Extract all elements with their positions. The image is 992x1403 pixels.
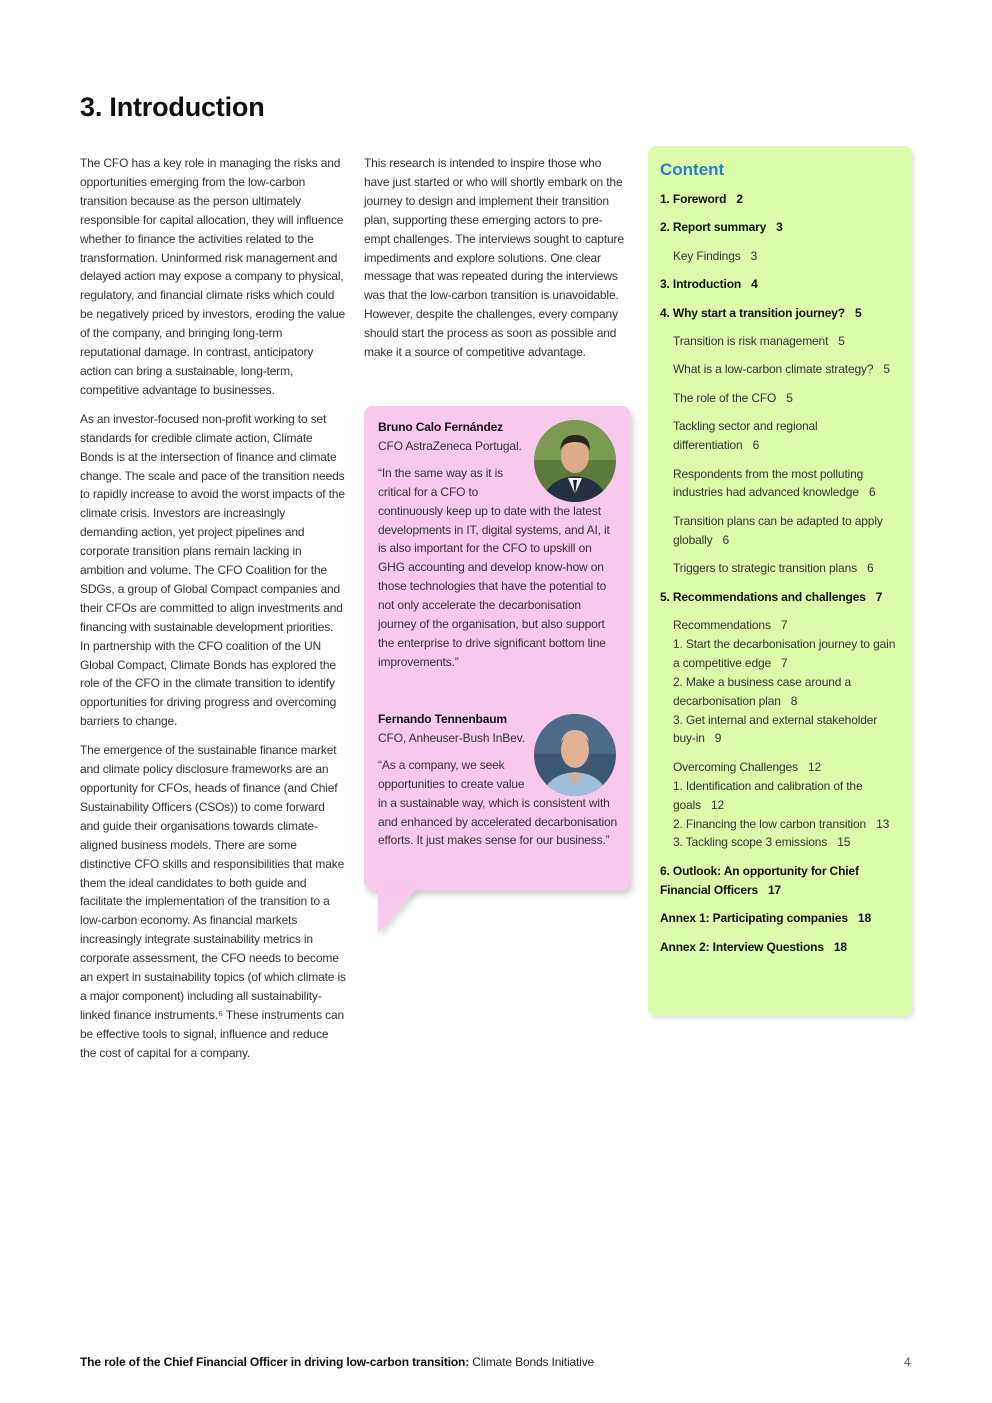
- toc-entry[interactable]: [660, 588, 900, 607]
- toc-entry[interactable]: [660, 275, 900, 294]
- toc-entry-page: 5: [883, 362, 890, 377]
- toc-entry-page: 17: [768, 882, 782, 897]
- toc-entry[interactable]: [660, 512, 900, 550]
- toc-entry[interactable]: [660, 938, 900, 957]
- table-of-contents: [648, 146, 912, 1016]
- toc-entry-page: 9: [714, 731, 722, 746]
- toc-entry-page: 7: [875, 589, 883, 604]
- quote-author-role: CFO AstraZeneca Portugal.: [378, 438, 522, 453]
- toc-entry-page: 12: [710, 797, 725, 812]
- quote-fernando: [378, 710, 618, 850]
- toc-entry-label: Overcoming Challenges: [673, 759, 798, 774]
- toc-entry-page: 18: [833, 939, 847, 954]
- left-column: [80, 154, 346, 1073]
- quote-text: “In the same way as it is critical for a CFO to continuously keep up to date with the latest developments in IT, digital systems, and AI, it is also important for the CFO to upskill on GHG accounting and develop know-how on those technologies that have the potential to not only accelerate the decarbonisation journey of the organisation, but also support the enterprise to drive significant bottom line improvements.”: [378, 465, 610, 669]
- toc-entry[interactable]: [660, 559, 900, 578]
- toc-entry-page: 6: [722, 532, 730, 547]
- toc-entry-page: 7: [780, 618, 788, 632]
- toc-entry-label: 3. Introduction: [660, 277, 742, 292]
- footer-report-title: The role of the Chief Financial Officer in driving low-carbon transition:: [80, 1355, 470, 1369]
- toc-entry-page: 6: [866, 561, 874, 576]
- footer-publisher: Climate Bonds Initiative: [469, 1355, 595, 1369]
- quote-callout: [364, 406, 630, 890]
- toc-entry-label: Annex 2: Interview Questions: [660, 939, 824, 954]
- toc-entry-label: 5. Recommendations and challenges: [660, 589, 866, 604]
- body-paragraph: This research is intended to inspire those who have just started or who will shortly embark on the journey to design and implement their transition plan, supporting these emerging actors to pre-empt challenges. The interviews sought to capture impediments and explore solutions. One clear message that was repeated during the interviews was that the low-carbon transition is unavoidable. However, despite the challenges, every company should start the process as soon as possible and make it a source of competitive advantage.: [364, 156, 624, 360]
- toc-entry-label: 1. Start the decarbonisation journey to gain a competitive edge: [673, 636, 896, 670]
- toc-entry[interactable]: [660, 417, 900, 455]
- page-title: 3. Introduction: [80, 92, 265, 122]
- toc-entry-page: 4: [751, 277, 758, 292]
- toc-title: Content: [660, 160, 725, 179]
- toc-entry-page: 2: [736, 192, 743, 206]
- quote-author-name: Bruno Calo Fernández: [378, 420, 504, 434]
- toc-entry[interactable]: [660, 389, 900, 408]
- toc-entry-label: 1. Foreword: [660, 192, 727, 206]
- toc-entry[interactable]: [660, 711, 900, 749]
- toc-entry[interactable]: [660, 218, 900, 237]
- speech-bubble-tail: [378, 889, 416, 933]
- page-number: 4: [904, 1355, 911, 1369]
- toc-entry-page: 5: [838, 334, 845, 349]
- toc-entry-label: 2. Report summary: [660, 220, 767, 235]
- toc-entry-page: 6: [752, 438, 760, 453]
- body-paragraph: The emergence of the sustainable finance market and climate policy disclosure frameworks are an opportunity for CFOs, heads of finance (and Chief Sustainability Officers (CSOs)) to come forward and guide their organisations towards climate-aligned business models. There are some distinctive CFO skills and responsibilities that make them the ideal candidates to both guide and facilitate the implementation of the transition to a low-carbon economy. As financial markets increasingly integrate sustainability metrics in corporate assessment, the CFO needs to become an expert in sustainability topics (of which climate is a major component) including all sustainability-linked finance instruments.⁶ These instruments can be effective tools to signal, influence and reduce the cost of capital for a company.: [80, 743, 346, 1060]
- middle-column: [364, 154, 626, 372]
- toc-entry[interactable]: [660, 673, 900, 711]
- toc-entry-page: 5: [786, 390, 793, 405]
- toc-entry-label: Recommendations: [673, 618, 771, 632]
- toc-entry[interactable]: [660, 304, 900, 323]
- toc-entry[interactable]: [660, 465, 900, 503]
- body-paragraph: The CFO has a key role in managing the risks and opportunities emerging from the low-carbon transition because as the person ultimately responsible for capital allocation, they will influence whether to finance the activities related to the transformation. Uninformed risk management and delayed action may expose a company to physical, regulatory, and financial climate risks which could be negatively priced by investors, eroding the value of the company, and bringing long-term reputational damage. In contrast, anticipatory action can bring a sustainable, long-term, competitive advantage to businesses.: [80, 156, 346, 397]
- toc-entry-label: Annex 1: Participating companies: [660, 911, 848, 926]
- toc-entry[interactable]: [660, 332, 900, 351]
- toc-entry-label: 2. Make a business case around a decarbonisation plan: [673, 674, 851, 708]
- toc-entry-label: 4. Why start a transition journey?: [660, 305, 845, 320]
- toc-entry-label: Triggers to strategic transition plans: [673, 561, 857, 576]
- quote-author-role: CFO, Anheuser-Bush InBev.: [378, 730, 525, 745]
- quote-text: “As a company, we seek opportunities to create value in a sustainable way, which is consistent with and enhanced by accelerated decarbonisation efforts. It just makes sense for our business.”: [378, 757, 618, 848]
- quote-bruno: [378, 418, 618, 672]
- toc-entry[interactable]: [660, 833, 900, 852]
- toc-entry-label: 2. Financing the low carbon transition: [673, 816, 867, 831]
- toc-entry-page: 3: [776, 220, 783, 235]
- toc-entry-page: 15: [837, 835, 851, 850]
- toc-entry-label: 3. Get internal and external stakeholder buy-in: [673, 712, 878, 746]
- toc-entry[interactable]: [660, 909, 900, 928]
- toc-entry-page: 7: [781, 655, 788, 670]
- toc-entry[interactable]: [660, 360, 900, 379]
- toc-entry-label: Key Findings: [673, 248, 741, 263]
- toc-entry-label: 1. Identification and calibration of the goals: [673, 778, 863, 812]
- toc-entry-page: 13: [876, 816, 890, 831]
- toc-entry-label: 3. Tackling scope 3 emissions: [673, 835, 828, 850]
- toc-entry-page: 12: [807, 759, 821, 774]
- footer: [80, 1355, 594, 1369]
- toc-entry[interactable]: [660, 616, 900, 635]
- body-paragraph: As an investor-focused non-profit working to set standards for credible climate action, Climate Bonds is at the intersection of finance and climate change. The scale and pace of the transition needs to rapidly increase to avoid the worst impacts of the climate crisis. Investors are increasingly demanding action, yet project pipelines and corporate transition plans remain lacking in ambition and volume. The CFO Coalition for the SDGs, a group of Global Compact companies and their CFOs are committed to align investments and financing with sustainable development priorities. In partnership with the CFO coalition of the UN Global Compact, Climate Bonds has explored the role of the CFO in the climate transition to identify opportunities for driving progress and overcoming barriers to change.: [80, 411, 345, 729]
- toc-entry-label: Tackling sector and regional differentiation: [673, 419, 818, 453]
- toc-entry-page: 8: [790, 693, 798, 708]
- toc-entry-label: Transition plans can be adapted to apply globally: [673, 513, 883, 547]
- toc-entry[interactable]: [660, 815, 900, 834]
- toc-entry-page: 3: [750, 248, 758, 263]
- quote-author-name: Fernando Tennenbaum: [378, 712, 507, 726]
- toc-entry[interactable]: [660, 190, 900, 209]
- toc-entry[interactable]: [660, 247, 900, 266]
- toc-entry[interactable]: [660, 635, 900, 673]
- toc-entry-label: What is a low-carbon climate strategy?: [673, 362, 874, 377]
- toc-entry-page: 5: [854, 305, 862, 320]
- toc-entry-label: 6. Outlook: An opportunity for Chief Financial Officers: [660, 863, 859, 897]
- toc-list: [660, 190, 900, 957]
- toc-entry-label: The role of the CFO: [673, 390, 777, 405]
- toc-entry[interactable]: [660, 758, 900, 777]
- toc-entry[interactable]: [660, 862, 900, 900]
- toc-entry[interactable]: [660, 777, 900, 815]
- toc-entry-label: Respondents from the most polluting industries had advanced knowledge: [673, 466, 864, 500]
- toc-entry-page: 6: [868, 485, 876, 500]
- toc-entry-page: 18: [857, 911, 871, 926]
- toc-entry-label: Transition is risk management: [673, 334, 829, 349]
